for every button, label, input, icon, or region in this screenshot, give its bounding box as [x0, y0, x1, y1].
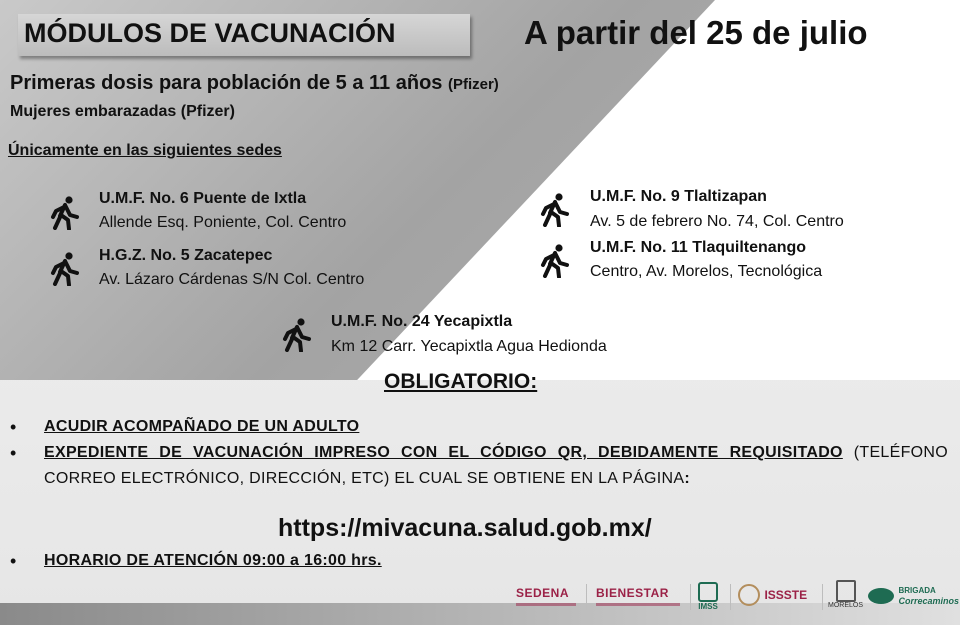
requirement-colon: :	[684, 470, 691, 487]
page-title: MÓDULOS DE VACUNACIÓN	[24, 18, 396, 48]
walking-person-icon	[50, 252, 80, 286]
requirement-hours: HORARIO DE ATENCIÓN 09:00 a 16:00 hrs.	[44, 552, 382, 569]
morelos-logo	[828, 580, 863, 609]
requirement-record-details: (TELÉFONO CORREO ELECTRÓNICO, DIRECCIÓN, ETC) EL CUAL SE OBTIENE EN LA PÁGINA	[44, 444, 949, 487]
site-5-name: U.M.F. No. 24 Yecapixtla	[331, 313, 513, 330]
site-3-address: Av. 5 de febrero No. 74, Col. Centro	[590, 213, 844, 230]
brigada-correcaminos-logo	[868, 586, 959, 606]
requirements-heading: OBLIGATORIO:	[384, 370, 538, 393]
start-date: A partir del 25 de julio	[524, 14, 868, 51]
logo-bar	[512, 578, 960, 618]
site-2-address: Av. Lázaro Cárdenas S/N Col. Centro	[99, 271, 365, 288]
morelos-logo-text: MORELOS	[828, 602, 864, 609]
bienestar-logo	[596, 586, 680, 606]
walking-person-icon	[282, 318, 312, 352]
sedena-logo-text: SEDENA	[516, 586, 570, 600]
site-1-address: Allende Esq. Poniente, Col. Centro	[99, 214, 347, 231]
site-2-name: H.G.Z. No. 5 Zacatepec	[99, 247, 273, 264]
site-4-address: Centro, Av. Morelos, Tecnológica	[590, 263, 823, 280]
requirement-item	[10, 548, 948, 574]
requirements-list	[10, 414, 948, 492]
imss-logo-text: IMSS	[698, 602, 718, 611]
requirement-item	[10, 414, 948, 440]
eligibility-main: Primeras dosis para población de 5 a 11 años	[10, 72, 443, 94]
correcaminos-logo-text: Correcaminos	[898, 596, 959, 606]
walking-person-icon	[50, 196, 80, 230]
requirement-adult: ACUDIR ACOMPAÑADO DE UN ADULTO	[44, 418, 360, 435]
walking-person-icon	[540, 193, 570, 227]
site-1-name: U.M.F. No. 6 Puente de Ixtla	[99, 190, 307, 207]
sedena-logo	[516, 586, 576, 606]
requirement-item	[10, 440, 948, 492]
walking-person-icon	[540, 244, 570, 278]
brigada-logo-text: BRIGADA	[898, 586, 936, 595]
requirement-record: EXPEDIENTE DE VACUNACIÓN IMPRESO CON EL CÓDIGO QR, DEBIDAMENTE REQUISITADO	[44, 444, 843, 461]
site-5-address: Km 12 Carr. Yecapixtla Agua Hedionda	[331, 338, 607, 355]
sites-intro: Únicamente en las siguientes sedes	[8, 142, 282, 159]
site-4-name: U.M.F. No. 11 Tlaquiltenango	[590, 239, 807, 256]
eligibility-suffix: (Pfizer)	[447, 76, 499, 93]
bienestar-logo-text: BIENESTAR	[596, 586, 669, 600]
imss-logo	[698, 582, 718, 611]
site-3-name: U.M.F. No. 9 Tlaltizapan	[590, 188, 767, 205]
issste-logo-text: ISSSTE	[764, 588, 808, 602]
vaccine-website-link[interactable]: https://mivacuna.salud.gob.mx/	[278, 514, 652, 542]
eligibility-line-1	[10, 72, 499, 95]
issste-logo	[738, 584, 807, 606]
requirements-list-hours	[10, 548, 948, 574]
eligibility-line-2: Mujeres embarazadas (Pfizer)	[10, 103, 235, 120]
